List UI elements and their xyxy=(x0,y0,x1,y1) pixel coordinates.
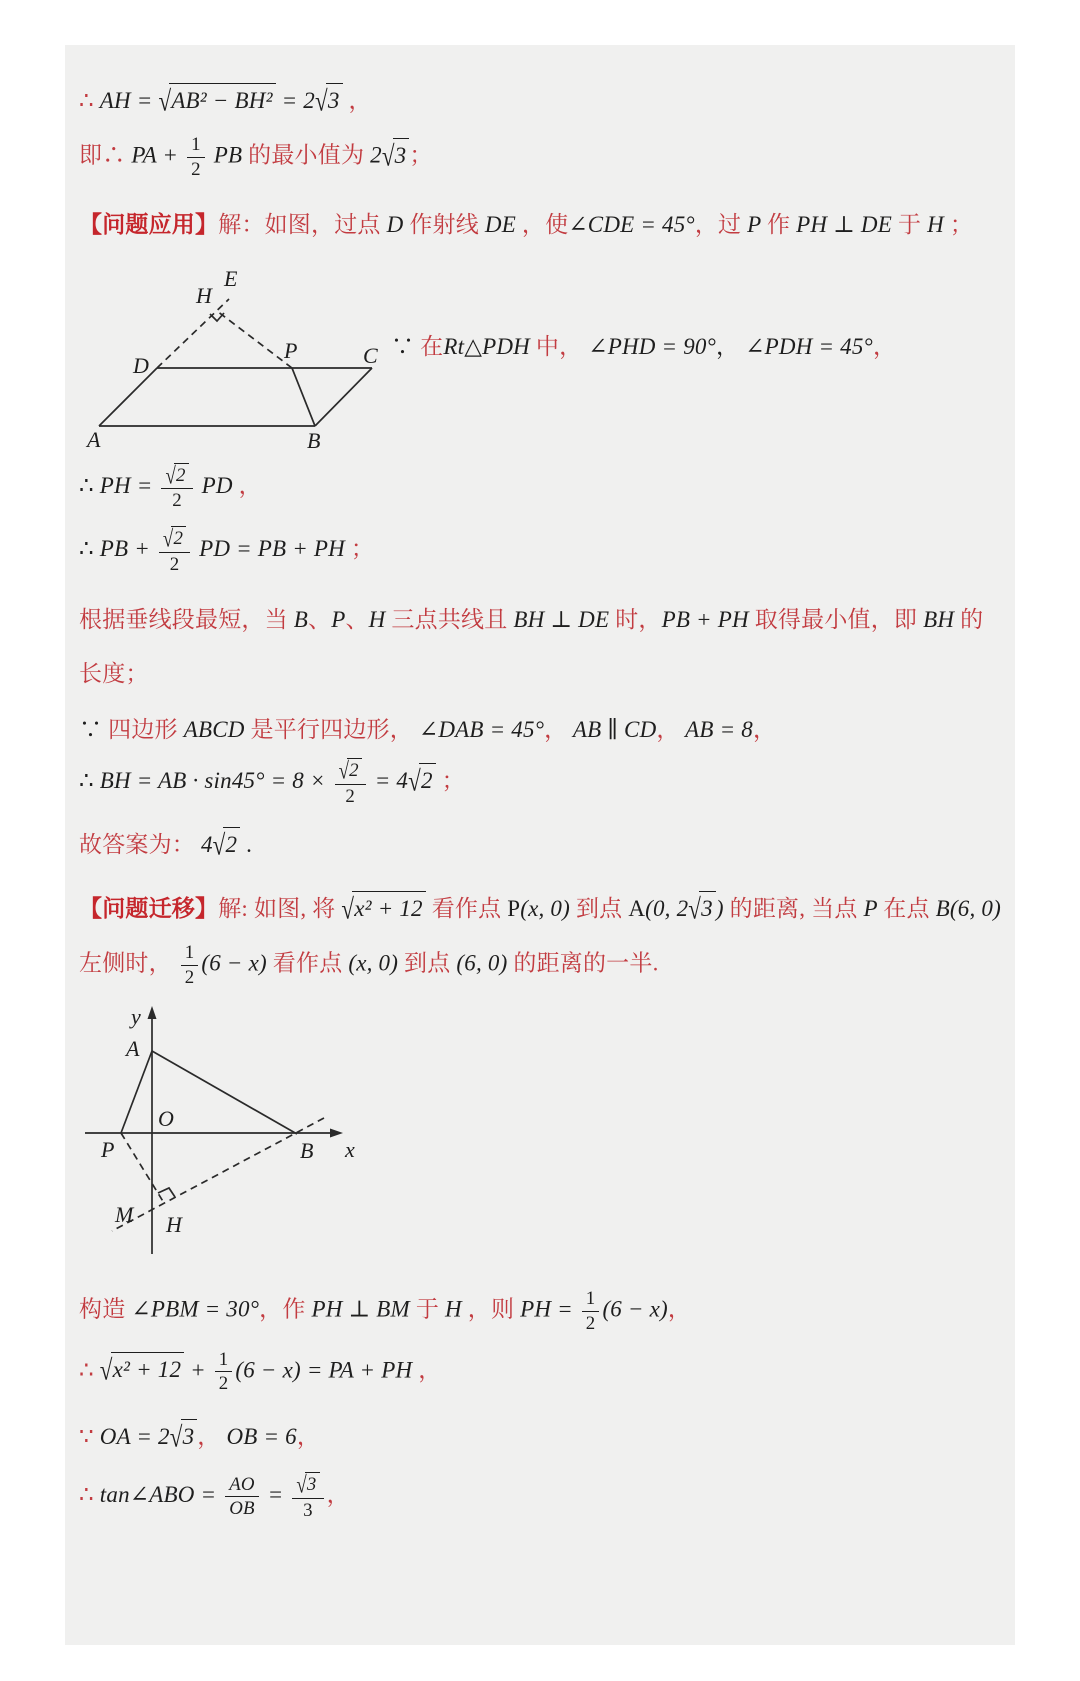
text-segment: OB xyxy=(229,1498,255,1520)
text-segment: 中 xyxy=(535,333,560,359)
radical-sign: √ xyxy=(381,140,395,172)
fraction-numerator xyxy=(187,134,205,158)
text-segment: ∴ xyxy=(79,472,100,498)
text-segment: 作 xyxy=(766,211,797,237)
text-segment: ， xyxy=(467,1296,491,1322)
text-segment: ， xyxy=(326,1482,350,1508)
label-a: A xyxy=(87,426,101,452)
radical-sign: √ xyxy=(688,893,702,925)
fraction xyxy=(335,758,366,807)
text-segment: PA + xyxy=(131,142,185,168)
text-segment: 于 xyxy=(897,211,928,237)
text-segment: ， xyxy=(342,88,372,113)
square-root xyxy=(165,463,188,488)
text-segment: 的最小值为 xyxy=(248,142,371,168)
label-p: P xyxy=(101,1137,115,1163)
text-segment: PH ⊥ DE xyxy=(796,211,898,237)
text-segment: ∠PDH = 45° xyxy=(745,333,873,359)
radical-sign: √ xyxy=(315,85,328,117)
radicand xyxy=(111,1352,185,1386)
text-segment: (6, 0) xyxy=(456,950,508,976)
formula-sum-pa-ph xyxy=(79,1349,985,1395)
line-parallelogram-given xyxy=(79,714,985,746)
text-segment: x² + 12 xyxy=(354,895,423,921)
text-segment: P xyxy=(507,895,521,921)
text-segment: 过 xyxy=(718,211,748,237)
label-a: A xyxy=(126,1036,140,1062)
text-segment: 作 xyxy=(282,1296,312,1322)
worksheet-page xyxy=(65,45,1015,1645)
fraction xyxy=(181,942,199,988)
text-segment: PB + xyxy=(99,536,156,562)
text-segment: PH ⊥ BM xyxy=(311,1296,416,1322)
radical-sign: √ xyxy=(169,1421,183,1453)
square-root xyxy=(339,758,362,783)
square-root xyxy=(170,1419,198,1454)
fraction-denominator xyxy=(345,785,355,808)
text-segment: 1 xyxy=(184,941,195,963)
text-segment: ∴ xyxy=(79,768,100,794)
text-segment: = 4 xyxy=(368,768,409,794)
text-segment: ； xyxy=(409,142,433,168)
text-segment: ∴ xyxy=(79,1482,100,1508)
text-segment: 四边形 xyxy=(108,716,184,742)
text-segment: (x, 0) xyxy=(520,895,570,921)
text-segment: ； xyxy=(435,768,465,794)
text-segment: ∵ xyxy=(79,716,109,742)
square-root xyxy=(341,891,425,926)
formula-ah xyxy=(79,83,985,118)
text-segment: 是平行四边形， xyxy=(250,716,413,742)
text-segment: 【问题应用】 xyxy=(79,211,219,237)
text-segment: 3 xyxy=(701,895,713,921)
line-transfer-continued xyxy=(79,942,985,988)
radical-sign: √ xyxy=(341,893,355,925)
radical-sign: √ xyxy=(296,1472,307,1499)
text-segment: 2 xyxy=(349,760,359,782)
para-shortest-segment-1 xyxy=(79,604,985,636)
fraction xyxy=(225,1474,259,1520)
text-segment: 、 xyxy=(345,606,369,632)
radical-sign: √ xyxy=(99,1354,113,1387)
text-segment: A xyxy=(628,895,646,921)
text-segment: = xyxy=(261,1482,290,1508)
text-segment: 构造 xyxy=(79,1296,132,1322)
label-c: C xyxy=(363,342,378,368)
text-segment: 2 xyxy=(184,966,195,988)
fraction-denominator xyxy=(586,1312,596,1335)
label-e: E xyxy=(224,265,238,291)
text-segment: ， xyxy=(559,333,583,359)
text-segment: 2 xyxy=(176,464,186,486)
text-segment: 在点 xyxy=(883,895,936,921)
text-segment: 1 xyxy=(218,1348,229,1370)
text-segment: BH = AB · sin45° = 8 × xyxy=(99,768,332,794)
segment-ph-dashed xyxy=(121,1133,164,1203)
line-answer xyxy=(79,827,985,862)
text-segment: ，使 xyxy=(521,211,569,237)
radicand xyxy=(393,138,410,172)
text-segment: ∵ xyxy=(79,1423,100,1449)
text-segment: 2 xyxy=(225,832,238,858)
text-segment: ， xyxy=(197,1423,221,1449)
formula-pb-plus-ph xyxy=(79,526,985,575)
radicand xyxy=(352,891,426,925)
text-segment: 左侧时， xyxy=(79,950,178,976)
radical-sign: √ xyxy=(338,758,350,785)
text-segment: (0, 2 xyxy=(645,895,689,921)
label-d: D xyxy=(133,352,149,378)
text-segment: 3 xyxy=(306,1474,317,1496)
text-segment: AB = 8 xyxy=(679,716,753,742)
fraction xyxy=(582,1288,600,1334)
text-segment: 长度； xyxy=(79,660,149,686)
fraction-numerator xyxy=(215,1349,233,1373)
text-segment: PB + PH xyxy=(661,606,755,632)
text-segment: ， xyxy=(418,1357,442,1383)
radical-sign: √ xyxy=(162,526,174,553)
square-root xyxy=(315,83,343,118)
text-segment: (6 − x) xyxy=(201,950,273,976)
text-segment: 2 xyxy=(173,528,184,550)
square-root xyxy=(296,1472,319,1497)
text-segment: 2 xyxy=(370,142,382,168)
text-segment: 看作点 xyxy=(272,950,349,976)
label-b: B xyxy=(300,1138,314,1164)
text-segment: + xyxy=(184,1357,212,1383)
fraction xyxy=(161,463,192,512)
text-segment: 到点 xyxy=(570,895,629,921)
text-segment: BH ⊥ DE xyxy=(513,606,616,632)
segment-pb xyxy=(292,368,315,426)
text-segment: . xyxy=(240,832,253,858)
text-segment: Rt△PDH xyxy=(443,333,536,359)
x-axis-arrow xyxy=(330,1129,343,1138)
text-segment: (6, 0) xyxy=(949,895,1001,921)
text-segment: 3 xyxy=(394,142,407,168)
text-segment: ∴ xyxy=(79,88,100,113)
line-rt-triangle xyxy=(391,331,896,363)
text-segment: AH = xyxy=(99,88,159,113)
text-segment: ， xyxy=(752,716,777,742)
parallelogram-diagram xyxy=(79,261,419,453)
fraction xyxy=(187,134,205,180)
text-segment: 2 xyxy=(218,1373,229,1395)
text-segment: B xyxy=(935,895,950,921)
text-segment: ， xyxy=(296,1423,321,1449)
fraction xyxy=(292,1472,323,1521)
text-segment: P xyxy=(863,895,884,921)
text-segment: 3 xyxy=(327,88,340,113)
fraction-numerator xyxy=(161,463,192,490)
text-segment: ABCD xyxy=(183,716,251,742)
text-segment: PB xyxy=(207,142,249,168)
fraction-numerator xyxy=(582,1288,600,1312)
radicand xyxy=(419,763,436,797)
heading-problem-application xyxy=(79,209,985,241)
text-segment: ； xyxy=(949,211,974,237)
segment-ph-dashed xyxy=(217,311,292,368)
para-shortest-segment-2 xyxy=(79,658,985,690)
square-root xyxy=(100,1352,184,1387)
heading-problem-transfer xyxy=(79,891,1001,926)
text-segment: ∵ xyxy=(391,333,421,359)
line-bm-dashed xyxy=(112,1118,324,1231)
line-construct-angle xyxy=(79,1288,985,1334)
text-segment: 2 xyxy=(172,490,182,512)
text-segment: (x, 0) xyxy=(348,950,399,976)
text-segment: 即 xyxy=(79,142,103,168)
text-segment: B xyxy=(293,606,308,632)
text-segment: 的距离的一半. xyxy=(507,950,659,976)
text-segment: ， xyxy=(872,333,897,359)
radicand xyxy=(326,83,343,117)
segment-ap xyxy=(121,1051,152,1133)
formula-ph xyxy=(79,463,985,512)
text-segment: (6 − x) xyxy=(602,1296,668,1322)
fraction-denominator xyxy=(185,966,195,989)
text-segment: 的 xyxy=(960,606,984,632)
formula-bh xyxy=(79,758,985,807)
text-segment: 3 xyxy=(303,1499,313,1521)
text-segment: PD = PB + PH xyxy=(193,536,351,562)
fraction xyxy=(215,1349,233,1395)
radical-sign: √ xyxy=(158,85,172,117)
text-segment: 则 xyxy=(490,1296,521,1322)
text-segment: ， xyxy=(238,472,262,498)
text-segment: ， xyxy=(694,211,719,237)
text-segment: ∠PHD = 90° xyxy=(582,333,717,359)
text-segment: ∠CDE = 45° xyxy=(568,211,695,237)
line-oa-ob xyxy=(79,1419,985,1454)
figure-parallelogram xyxy=(79,261,985,459)
radicand xyxy=(223,827,240,861)
fraction-numerator xyxy=(335,758,366,785)
fraction-numerator xyxy=(292,1472,323,1499)
text-segment: OB = 6 xyxy=(220,1423,297,1449)
text-segment: ， xyxy=(716,333,746,359)
text-segment: PH = xyxy=(99,472,159,498)
fraction-numerator xyxy=(159,526,190,553)
fraction-denominator xyxy=(172,489,182,512)
square-root xyxy=(408,763,436,798)
radicand xyxy=(699,891,716,925)
text-segment: ∠PBM = 30° xyxy=(131,1296,260,1322)
fraction-denominator xyxy=(229,1497,255,1520)
radical-sign: √ xyxy=(165,463,177,490)
text-segment: 到点 xyxy=(398,950,457,976)
label-x: x xyxy=(345,1137,355,1163)
text-segment: 【问题迁移】 xyxy=(79,895,219,921)
label-y: y xyxy=(131,1004,141,1030)
text-segment: PD xyxy=(195,472,239,498)
text-segment: 根据垂线段最短，当 xyxy=(79,606,294,632)
text-segment: ∴ xyxy=(79,536,100,562)
text-segment: 三点共线且 xyxy=(391,606,514,632)
text-segment: 2 xyxy=(585,1312,596,1334)
text-segment: ∠DAB = 45° xyxy=(412,716,545,742)
text-segment: 解：如图，过点 xyxy=(218,211,387,237)
text-segment: 解: 如图, 将 xyxy=(218,895,342,921)
text-segment: D xyxy=(386,211,410,237)
radicand xyxy=(181,1419,198,1453)
statement-min-value xyxy=(79,134,985,180)
label-b: B xyxy=(307,427,321,453)
fraction-denominator xyxy=(219,1372,229,1395)
text-segment: 2 xyxy=(420,768,433,794)
text-segment: 2 xyxy=(345,785,356,807)
label-h: H xyxy=(166,1212,182,1238)
text-segment: H xyxy=(927,211,950,237)
radical-sign: √ xyxy=(212,830,226,862)
ray-de-dashed xyxy=(157,299,229,368)
radical-sign: √ xyxy=(408,765,421,798)
label-p: P xyxy=(284,337,298,363)
label-h: H xyxy=(196,282,212,308)
text-segment: 时， xyxy=(615,606,662,632)
fraction-denominator xyxy=(303,1499,313,1522)
square-root xyxy=(688,891,716,926)
fraction-numerator xyxy=(225,1474,259,1498)
text-segment: ， xyxy=(656,716,680,742)
square-root xyxy=(163,526,186,551)
text-segment: 1 xyxy=(585,1288,596,1310)
radicand xyxy=(169,83,275,117)
text-segment: ， xyxy=(544,716,568,742)
fraction-denominator xyxy=(191,158,201,181)
text-segment: 4 xyxy=(200,832,213,858)
text-segment: P xyxy=(747,211,767,237)
edge-bc xyxy=(315,368,372,426)
text-segment: 2 xyxy=(169,553,180,575)
text-segment: 看作点 xyxy=(425,895,508,921)
text-segment: 3 xyxy=(182,1423,195,1449)
text-segment: AO xyxy=(229,1473,255,1495)
text-segment: ， xyxy=(667,1296,692,1322)
text-segment: 故答案为： xyxy=(79,832,201,858)
text-segment: H xyxy=(368,606,392,632)
square-root xyxy=(382,138,410,173)
text-segment: ) xyxy=(715,895,724,921)
text-segment: OA = 2 xyxy=(99,1423,170,1449)
square-root xyxy=(158,83,275,118)
text-segment: ， xyxy=(259,1296,283,1322)
fraction xyxy=(159,526,190,575)
text-segment: BH xyxy=(923,606,961,632)
text-segment: 2 xyxy=(191,158,201,180)
formula-tan-abo xyxy=(79,1472,985,1521)
text-segment: 在 xyxy=(420,333,444,359)
text-segment: AB ∥ CD xyxy=(567,716,657,742)
text-segment: 、 xyxy=(308,606,332,632)
text-segment: 取得最小值，即 xyxy=(754,606,924,632)
text-segment: PH = xyxy=(520,1296,579,1322)
fraction-numerator xyxy=(181,942,199,966)
label-m: M xyxy=(115,1202,134,1228)
text-segment: 于 xyxy=(415,1296,445,1322)
text-segment: H xyxy=(444,1296,468,1322)
text-segment: tan∠ABO = xyxy=(99,1482,223,1508)
fraction-denominator xyxy=(170,553,180,576)
coordinate-diagram xyxy=(79,1004,389,1272)
text-segment: = 2 xyxy=(275,88,316,113)
square-root xyxy=(213,827,241,862)
text-segment: AB² − BH² xyxy=(171,88,273,113)
text-segment: 作射线 xyxy=(409,211,485,237)
y-axis-arrow xyxy=(148,1006,157,1019)
right-angle-mark-h xyxy=(158,1188,175,1197)
text-segment: P xyxy=(331,606,346,632)
text-segment: ∴ xyxy=(102,142,132,168)
figure-coordinate xyxy=(79,1004,985,1274)
text-segment: 1 xyxy=(191,134,201,156)
label-o: O xyxy=(158,1106,174,1132)
text-segment: (6 − x) = PA + PH xyxy=(235,1357,419,1383)
text-segment: DE xyxy=(484,211,522,237)
text-segment: ； xyxy=(350,536,375,562)
text-segment: x² + 12 xyxy=(112,1357,182,1383)
text-segment: ∴ xyxy=(79,1357,100,1383)
text-segment: 的距离, 当点 xyxy=(723,895,864,921)
